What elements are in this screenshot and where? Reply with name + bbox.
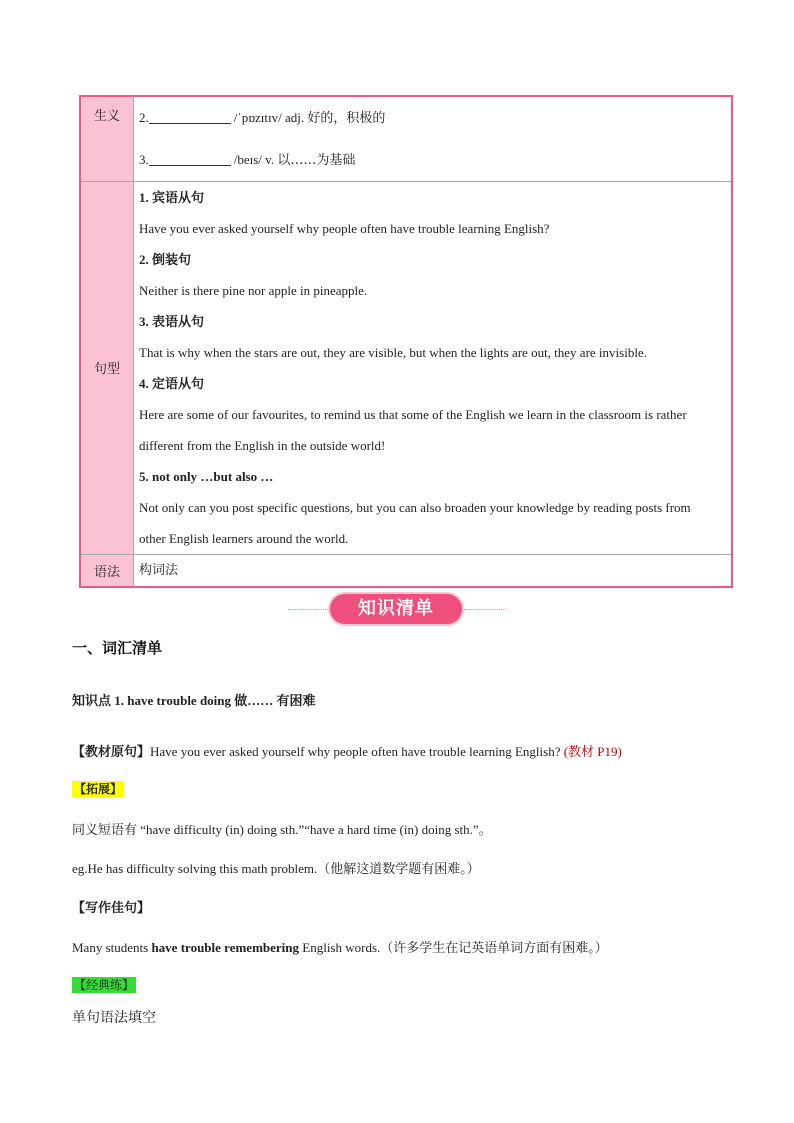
sentence-heading: 4. 定语从句: [139, 376, 205, 391]
synonym-line: 同义短语有 “have difficulty (in) doing sth.”“have a hard time (in) doing sth.”。: [72, 822, 492, 837]
grammar-content: [134, 555, 733, 588]
sentence-text: other English learners around the world.: [139, 531, 349, 546]
expand-line: [72, 780, 124, 797]
banner-divider-right: [464, 609, 506, 610]
vocab-number: 3.: [139, 152, 149, 167]
writing-phrase: have trouble remembering: [151, 940, 300, 955]
section-banner: [288, 594, 506, 626]
writing-sentence: [72, 937, 608, 956]
grammar-row: [80, 555, 732, 588]
sentence-text: Here are some of our favourites, to remind us that some of the English we learn in the classroom is rather: [139, 407, 687, 422]
practice-label: 【经典练】: [74, 978, 135, 992]
sentence-row: [80, 182, 732, 555]
textbook-label: 【教材原句】: [72, 745, 151, 760]
practice-line: [72, 976, 136, 993]
grammar-value: 构词法: [139, 563, 179, 578]
banner-divider-left: [288, 609, 330, 610]
sentence-category-cell: 句型: [80, 182, 134, 555]
vocab-meaning: 以……为基础: [277, 153, 356, 168]
summary-table: [79, 95, 733, 588]
sentence-text: Neither is there pine nor apple in pineapple.: [139, 283, 368, 298]
sentence-heading: 1. 宾语从句: [139, 190, 205, 205]
sentence-heading: 3. 表语从句: [139, 314, 205, 329]
sentence-content: [134, 182, 733, 555]
sentence-text: Not only can you post specific questions, but you can also broaden your knowledge by reading posts from: [139, 500, 691, 515]
banner-title: 知识清单: [330, 594, 462, 624]
grammar-category-cell: 语法: [80, 555, 134, 588]
writing-suffix: English words.（许多学生在记英语单词方面有困难。）: [299, 940, 608, 955]
vocab-phonetic: /beɪs/ v.: [233, 152, 275, 167]
knowledge-point-title: 知识点 1. have trouble doing 做…… 有困难: [72, 693, 316, 708]
practice-subtitle: 单句语法填空: [72, 1010, 156, 1026]
sentence-text: That is why when the stars are out, they are visible, but when the lights are out, they are invisible.: [139, 345, 647, 360]
writing-prefix: Many students: [72, 940, 152, 955]
example-line: eg.He has difficulty solving this math problem.（他解这道数学题有困难。）: [72, 861, 480, 876]
answer-blank[interactable]: [149, 109, 231, 124]
writing-label: [72, 897, 150, 916]
sentence-text: different from the English in the outside world!: [139, 438, 386, 453]
textbook-reference: (教材 P19): [563, 744, 622, 759]
expand-label: 【拓展】: [74, 782, 123, 796]
sentence-text: Have you ever asked yourself why people often have trouble learning English?: [139, 221, 550, 236]
vocab-phonetic: /ˈpɒzɪtɪv/ adj.: [233, 110, 305, 125]
textbook-sentence: Have you ever asked yourself why people often have trouble learning English?: [150, 744, 561, 759]
textbook-sentence-line: [72, 741, 622, 760]
vocab-line: [139, 139, 725, 181]
writing-label-text: 【写作佳句】: [72, 901, 151, 916]
vocab-number: 2.: [139, 110, 149, 125]
vocab-meaning: 好的，积极的: [307, 111, 386, 126]
vocab-category-cell: 生义: [80, 96, 134, 182]
vocab-line: [139, 97, 725, 139]
sentence-heading: 5. not only …but also …: [139, 469, 274, 484]
vocab-row: [80, 96, 732, 182]
section-heading: 一、词汇清单: [72, 639, 163, 657]
sentence-heading: 2. 倒装句: [139, 252, 192, 267]
vocab-content: [134, 96, 733, 182]
answer-blank[interactable]: [149, 151, 231, 166]
